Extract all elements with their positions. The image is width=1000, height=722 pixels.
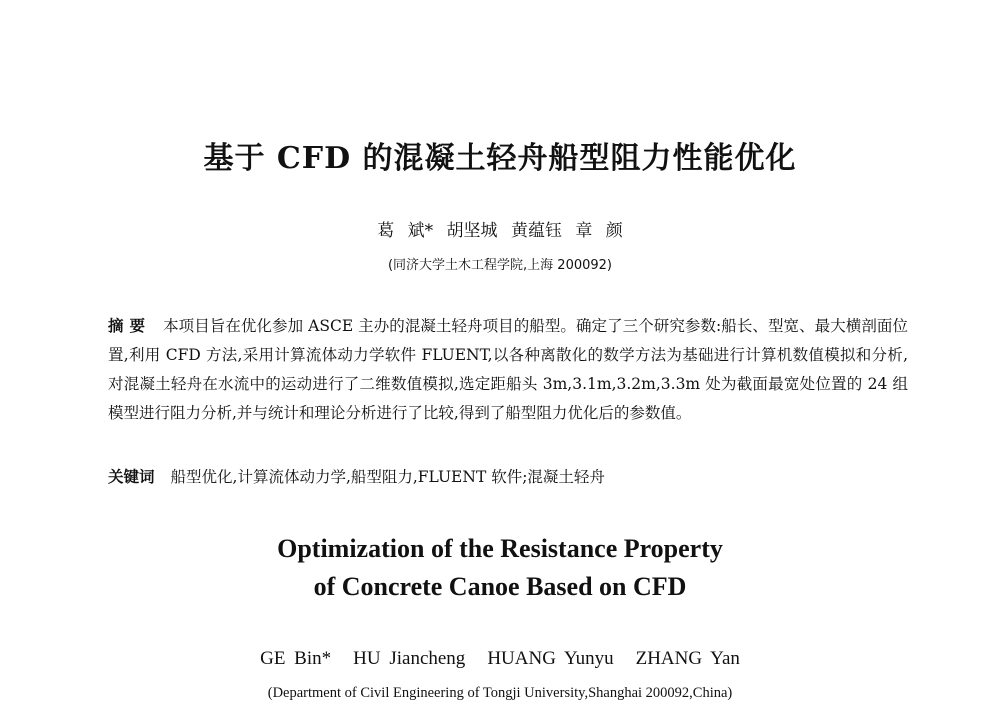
affiliation-chinese: (同济大学土木工程学院,上海 200092) — [387, 258, 613, 273]
affiliation-english: (Department of Civil Engineering of Tongji University,Shanghai 200092,China) — [267, 685, 733, 701]
abstract-chinese — [108, 312, 908, 428]
author-en-3: HUANG Yunyu — [487, 648, 614, 669]
author-cn-4: 章 颜 — [575, 221, 623, 241]
keywords-label: 关键词 — [108, 468, 155, 486]
authors-chinese — [0, 216, 1000, 241]
keywords-text: 船型优化,计算流体动力学,船型阻力,FLUENT 软件;混凝土轻舟 — [170, 468, 605, 486]
title-english — [0, 530, 1000, 606]
abstract-text: 本项目旨在优化参加 ASCE 主办的混凝土轻舟项目的船型。确定了三个研究参数:船长、型宽、最大横剖面位置,利用 CFD 方法,采用计算流体动力学软件 FLUENT,以各种离散化的数学方法为基础进行计算机数值模拟和分析,对混凝土轻舟在水流中的运动进行了二维数值模拟,选定距船头 3m,3.1m,3.2m,3.3m 处为截面最宽处位置的 24 组模型进行阻力分析,并与统计和理论分析进行了比较,得到了船型阻力优化后的参数值。 — [108, 317, 908, 422]
title-chinese: 基于 CFD 的混凝土轻舟船型阻力性能优化 — [203, 141, 797, 176]
keywords-chinese — [108, 463, 908, 492]
authors-english — [0, 648, 1000, 670]
author-cn-3: 黄蕴钰 — [510, 221, 562, 241]
author-en-2: HU Jiancheng — [353, 648, 466, 669]
abstract-label: 摘要 — [108, 317, 152, 335]
author-en-4: ZHANG Yan — [635, 648, 740, 669]
author-cn-2: 胡坚城 — [446, 221, 498, 241]
author-en-1: GE Bin* — [260, 648, 332, 669]
author-cn-1: 葛 斌* — [377, 221, 434, 241]
title-english-line-1: Optimization of the Resistance Property — [277, 534, 723, 563]
title-english-line-2: of Concrete Canoe Based on CFD — [313, 572, 687, 601]
